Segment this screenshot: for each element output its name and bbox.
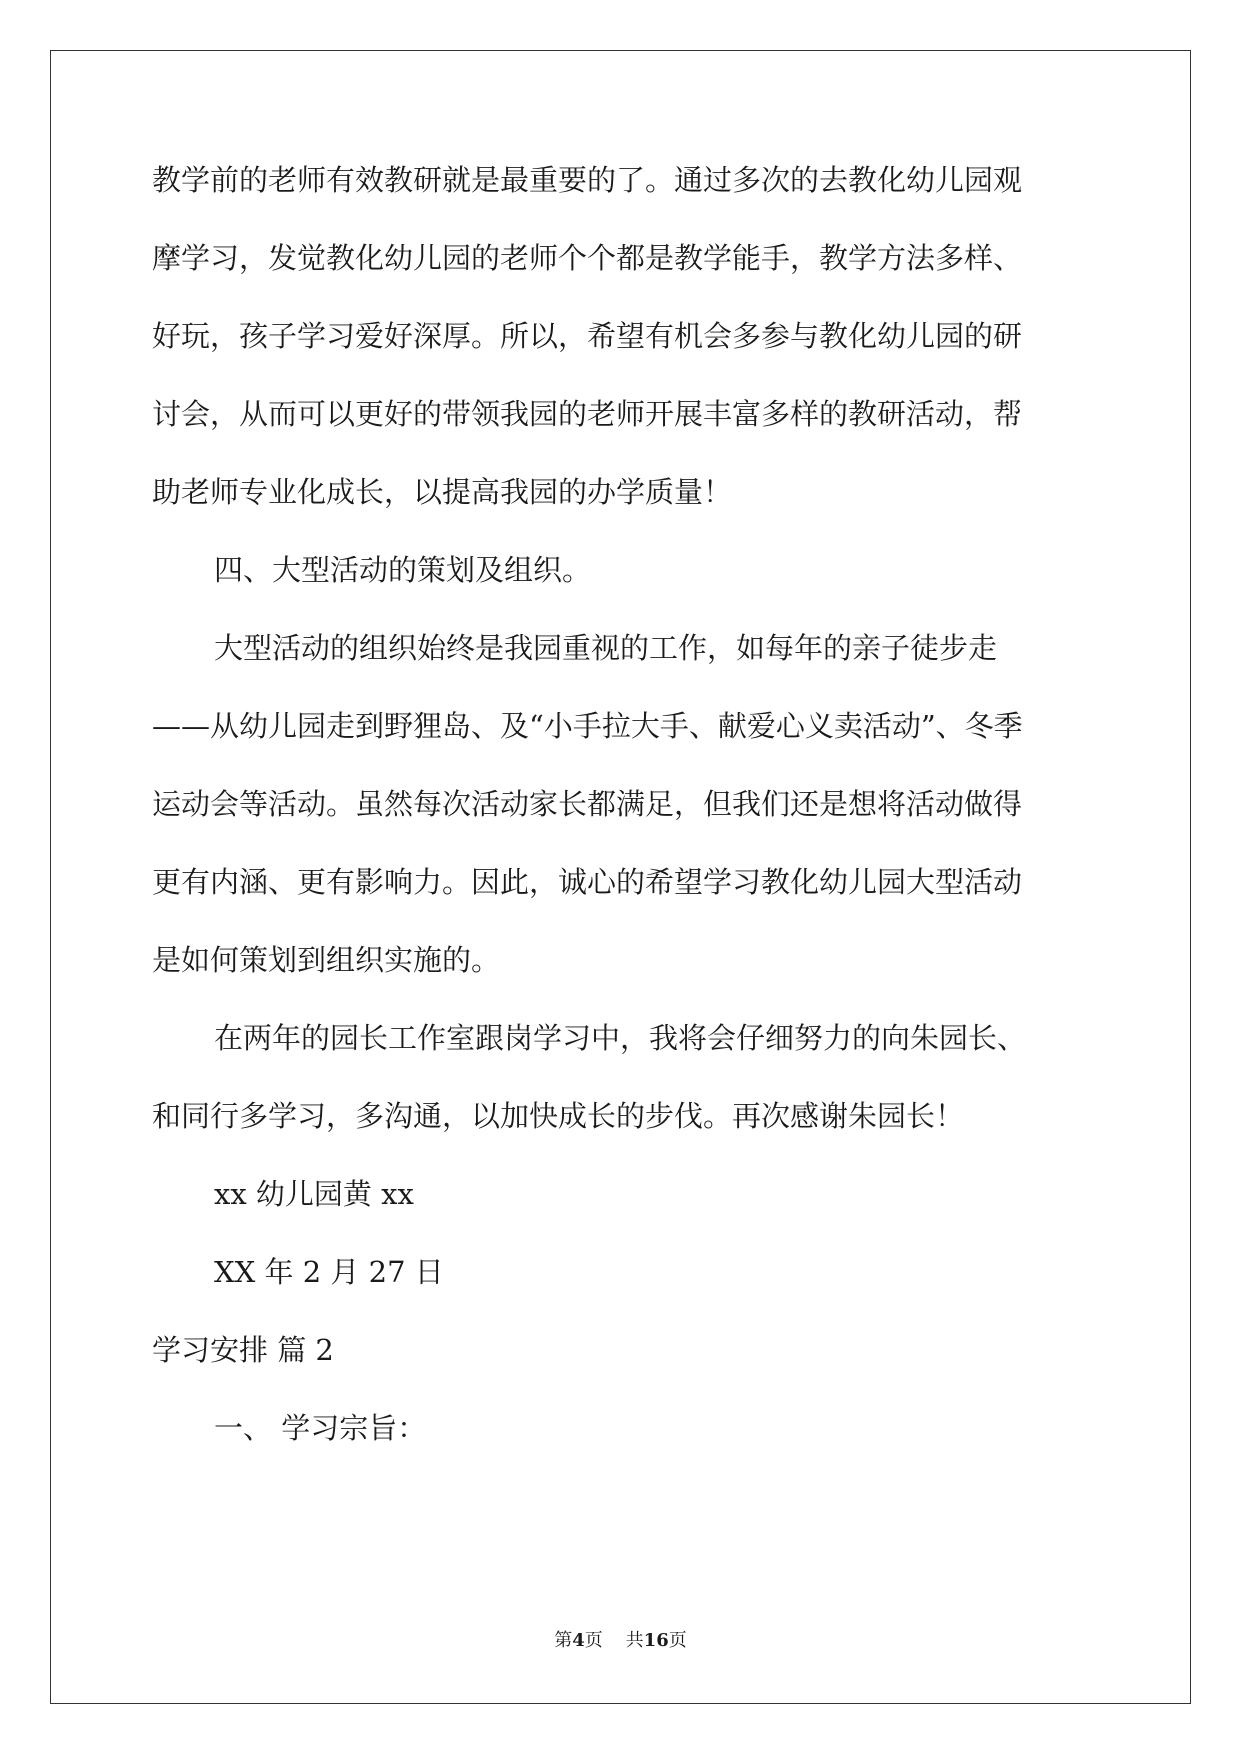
page-footer [0,1626,1241,1652]
footer-middle: 页 共 [584,1630,644,1651]
paragraph-line: 在两年的园长工作室跟岗学习中，我将会仔细努力的向朱园长、 [214,1021,1027,1055]
total-page-number: 16 [643,1630,669,1651]
section-heading: 一、 学习宗旨： [214,1411,427,1445]
paragraph-line: 是如何策划到组织实施的。 [152,943,501,977]
paragraph-line: 讨会，从而可以更好的带领我园的老师开展丰富多样的教研活动，帮 [152,397,1023,431]
paragraph-line: 运动会等活动。虽然每次活动家长都满足，但我们还是想将活动做得 [152,787,1023,821]
paragraph-line: 和同行多学习，多沟通，以加快成长的步伐。再次感谢朱园长！ [152,1099,965,1133]
paragraph-line: 摩学习，发觉教化幼儿园的老师个个都是教学能手，教学方法多样、 [152,241,1023,275]
signature-name: xx 幼儿园黄 xx [214,1177,414,1211]
paragraph-line: 更有内涵、更有影响力。因此，诚心的希望学习教化幼儿园大型活动 [152,865,1023,899]
section-heading: 四、大型活动的策划及组织。 [214,553,592,587]
section-title: 学习安排 篇 2 [152,1333,334,1367]
footer-suffix: 页 [668,1630,687,1651]
paragraph-line: 助老师专业化成长，以提高我园的办学质量！ [152,475,733,509]
signature-date: XX 年 2 月 27 日 [214,1255,444,1289]
paragraph-line: 大型活动的组织始终是我园重视的工作，如每年的亲子徒步走 [214,631,998,665]
paragraph-line: 好玩，孩子学习爱好深厚。所以，希望有机会多参与教化幼儿园的研 [152,319,1023,353]
paragraph-line: ——从幼儿园走到野狸岛、及“小手拉大手、献爱心义卖活动”、冬季 [152,709,1023,743]
paragraph-line: 教学前的老师有效教研就是最重要的了。通过多次的去教化幼儿园观 [152,163,1023,197]
footer-prefix: 第 [554,1630,573,1651]
current-page-number: 4 [572,1630,585,1651]
